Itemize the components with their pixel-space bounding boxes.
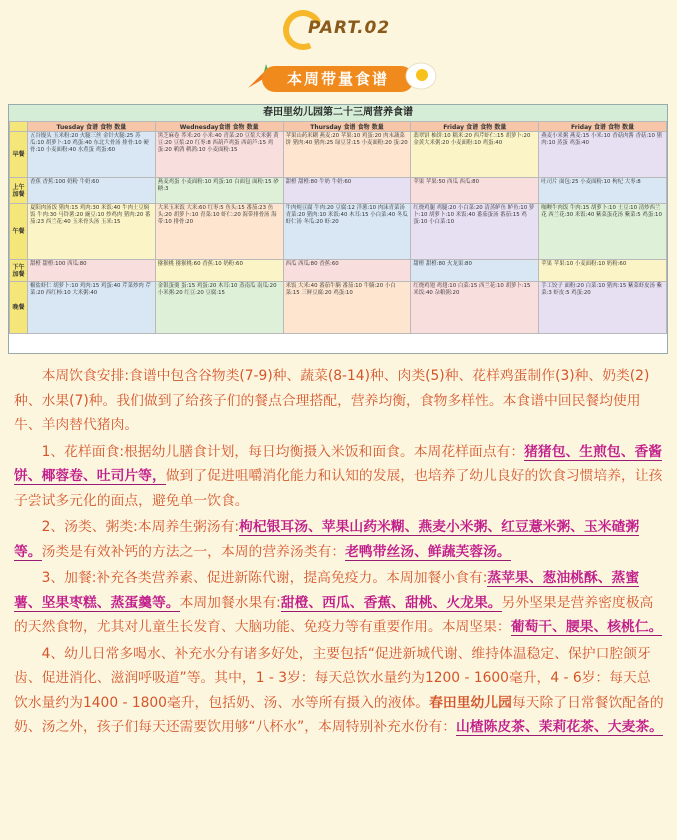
table-row bbox=[10, 204, 667, 260]
menu-cell: 手工饺子 面粉:20 白菜:10 猪肉:15 紫菜虾皮汤 紫菜:3 虾皮:5 鸡蛋:20 bbox=[539, 282, 667, 334]
menu-cell: 燕麦鸡蛋 小麦面粉:10 鸡蛋:10 白面包 面粉:15 砂糖:3 bbox=[155, 178, 283, 204]
fried-egg-icon bbox=[404, 58, 438, 92]
article-text: 本周加餐水果有: bbox=[179, 594, 281, 611]
weekly-menu-table bbox=[8, 104, 668, 354]
menu-article bbox=[14, 364, 664, 742]
article-text: 4、幼儿日常多喝水、补充水分有诸多好处，主要包括“促进新城代谢、维持体温稳定、保护口腔颌牙齿、促进消化、滋润呼吸道”等。其中，1 - 3岁：每天总饮水量约为1200 - 1600毫升，4 - 6岁：每天总饮水量约为1400 - 1800毫升，包括奶、汤、水等所有摄入的液体。 bbox=[14, 645, 651, 711]
highlight-porridge-list: 枸杞银耳汤、苹果山药米糊、燕麦小米粥、红豆薏米粥、玉米碴粥等。 bbox=[14, 519, 640, 560]
article-paragraph-soup bbox=[14, 515, 664, 564]
article-paragraph-snack bbox=[14, 566, 664, 640]
day-header: Friday 食谱 食物 数量 bbox=[539, 122, 667, 132]
menu-cell: 咖喱牛肉饭 牛肉:15 胡萝卜:10 土豆:10 清炒西兰花 西兰花:30 米饭:40 紫菜蛋花汤 紫菜:5 鸡蛋:10 bbox=[539, 204, 667, 260]
menu-cell: 吐司片 面包:25 小麦面粉:10 枸杞 大枣:8 bbox=[539, 178, 667, 204]
menu-cell: 大米玉米饭 大米:60 红枣:5 鱼头:15 番茄:23 鱼头:20 胡萝卜:10 青菜:10 虾仁:20 海带排骨汤 海带:10 排骨:20 bbox=[155, 204, 283, 260]
menu-cell: 燕麦小米粥 燕麦:15 小米:10 香菇肉酱 香菇:10 猪肉:10 蒸蛋 鸡蛋:40 bbox=[539, 132, 667, 178]
highlight-snack-list: 蒸苹果、葱油桃酥、蒸蜜薯、坚果枣糕、蒸蛋羹等。 bbox=[14, 570, 640, 611]
day-header: Thursday 食谱 食物 数量 bbox=[283, 122, 411, 132]
part-header bbox=[0, 0, 677, 60]
article-text: 1、花样面食:根据幼儿膳食计划，每日均衡摄入米饭和面食。本周花样面点有： bbox=[41, 443, 525, 460]
menu-cell: 苹果 苹果:50 西瓜 西瓜:80 bbox=[411, 178, 539, 204]
menu-cell: 香蕉 香蕉:100 奶粉 牛奶:60 bbox=[28, 178, 156, 204]
menu-cell: 苹果 苹果:10 小麦面粉:10 奶粉:60 bbox=[539, 260, 667, 282]
article-text: 做到了促进咀嚼消化能力和认知的发展，也培养了幼儿良好的饮食习惯培养，让孩子尝试多元化的面点，避免单一饮食。 bbox=[14, 468, 663, 509]
meal-label: 午餐 bbox=[10, 204, 28, 260]
table-row bbox=[10, 132, 667, 178]
menu-cell: 甜橙 甜橙:100 西瓜:80 bbox=[28, 260, 156, 282]
menu-cell: 黑芝麻卷 荞米:20 小米:40 青菜:20 豆浆大米粥 黄豆:20 豆浆:20 红枣:8 西葫芦鸡蛋 西葫芦:15 鸡蛋:20 鹌鹑 鹌鹑:10 小麦面粉:15 bbox=[155, 132, 283, 178]
section-title: 本周带量食谱 bbox=[262, 66, 414, 92]
menu-cell: 米饭 大米:40 番茄牛腩 番茄:10 牛腩:20 小白菜:15 三鲜豆腐:20 鸡蛋:10 bbox=[283, 282, 411, 334]
day-header: Wednesday食谱 食物 数量 bbox=[155, 122, 283, 132]
highlight-fruit-list: 甜橙、西瓜、香蕉、甜桃、火龙果。 bbox=[280, 594, 502, 611]
day-header: Friday 食谱 食物 数量 bbox=[411, 122, 539, 132]
menu-cell: 椒盐虾仁 胡萝卜:10 鸡肉:15 鸡蛋:40 芹菜炒肉 芹菜:20 西红柿:10 大米粥:40 bbox=[28, 282, 156, 334]
menu-cell: 红烧鸡翅 鸡翅:10 白菜:15 西兰花:10 胡萝卜:15 米饭:40 杂粮粥:20 bbox=[411, 282, 539, 334]
menu-cell: 金银蛋羹 蛋:15 鸡蛋:20 木耳:10 蒸南瓜 南瓜:20 小米粥:20 红豆:20 豆腐:15 bbox=[155, 282, 283, 334]
menu-corner bbox=[10, 122, 28, 132]
menu-cell: 甜橙 甜橙:80 牛奶 牛奶:60 bbox=[283, 178, 411, 204]
kindergarten-name: 春田里幼儿园 bbox=[429, 694, 512, 711]
highlight-nut-list: 葡萄干、腰果、核桃仁。 bbox=[510, 619, 663, 635]
menu-cell: 西瓜 西瓜:80 香蕉:60 bbox=[283, 260, 411, 282]
table-row bbox=[10, 178, 667, 204]
menu-cell: 翡翠饼 柚饼:10 糯米:20 西芹虾仁:15 胡萝卜:20 金黄大米粥:20 小麦面粉:10 鸡蛋:40 bbox=[411, 132, 539, 178]
article-text: 3、加餐:补充各类营养素、促进新陈代谢，提高免疫力。本周加餐小食有: bbox=[41, 570, 488, 586]
article-text: 每天除了日常餐饮配备的奶、汤之外，孩子们每天还需要饮用够“八杯水”，本周特别补充水份有： bbox=[14, 694, 664, 735]
meal-label: 下午加餐 bbox=[10, 260, 28, 282]
article-text: 2、汤类、粥类:本周养生粥汤有: bbox=[41, 519, 240, 535]
part-label: PART.02 bbox=[308, 18, 391, 38]
menu-grid bbox=[9, 121, 667, 334]
meal-label: 上午加餐 bbox=[10, 178, 28, 204]
menu-cell: 牛肉炖豆腐 牛肉:20 豆腐:12 洋葱:10 肉沫青菜汤 青菜:20 猪肉:10 米饭:40 木耳:15 小白菜:40 冬瓜虾仁汤 冬瓜:20 虾:20 bbox=[283, 204, 411, 260]
menu-cell: 红烧鸡腿 鸡腿:20 小白菜:20 清蒸鲈鱼 鲈鱼:10 萝卜:10 胡萝卜:10 米饭:40 番茄蛋汤 番茄:15 鸡蛋:10 小白菜:10 bbox=[411, 204, 539, 260]
highlight-drink-list: 山楂陈皮茶、茉莉花茶、大麦茶。 bbox=[456, 719, 663, 735]
menu-header-row bbox=[10, 122, 667, 132]
article-paragraph-water bbox=[14, 642, 664, 740]
article-text: 汤类是有效补钙的方法之一，本周的营养汤类有： bbox=[41, 543, 346, 560]
day-header: Tuesday 食谱 食物 数量 bbox=[28, 122, 156, 132]
menu-title: 春田里幼儿园第二十三周营养食谱 bbox=[9, 105, 667, 121]
article-text: 本周饮食安排:食谱中包含谷物类(7-9)种、蔬菜(8-14)种、肉类(5)种、花样鸡蛋制作(3)种、奶类(2)种、水果(7)种。我们做到了给孩子们的餐点合理搭配，营养均衡，食物多样性。本食谱中回民餐均使用牛、羊肉替代猪肉。 bbox=[14, 368, 650, 433]
meal-label: 晚餐 bbox=[10, 282, 28, 334]
article-paragraph-pastry bbox=[14, 440, 664, 514]
table-row bbox=[10, 282, 667, 334]
menu-cell: 苹果山药米糊 燕麦:20 苹果:10 鸡蛋:20 肉末蔬菜饼 猪肉:40 猪肉:25 绿豆芽:15 小麦面粉:20 蛋:20 bbox=[283, 132, 411, 178]
menu-cell: 甜橙 甜橙:80 火龙果:80 bbox=[411, 260, 539, 282]
menu-cell: 猕猴桃 猕猴桃:60 香蕉:10 奶粉:60 bbox=[155, 260, 283, 282]
highlight-soup-list: 老鸭带丝汤、鲜蔬芙蓉汤。 bbox=[345, 543, 511, 560]
meal-label: 早餐 bbox=[10, 132, 28, 178]
menu-cell: 五谷馒头 玉米粉:20 火腿三丝 金针火腿:25 苏瓜:10 胡萝卜:10 鸡蛋:40 东北大骨汤 排骨:10 硬骨:10 小麦面粉:40 水煮蛋 鸡蛋:60 bbox=[28, 132, 156, 178]
table-row bbox=[10, 260, 667, 282]
highlight-pastry-list: 猪猪包、生煎包、香酱饼、椰蓉卷、吐司片等， bbox=[14, 443, 663, 484]
menu-cell: 夏阳肉汤饭 猪肉:15 鸡肉:30 米饭:40 牛肉土豆焖饭 牛肉:30 马铃薯:20 豌豆:10 炒鸡肉 猪肉:20 番茄:23 西兰花:40 玉米骨头汤 玉米:15 bbox=[28, 204, 156, 260]
article-text: 另外坚果是营养密度极高的天然食物，尤其对儿童生长发育、大脑功能、免疫力等有重要作用。本周坚果： bbox=[14, 594, 654, 635]
article-paragraph-intro bbox=[14, 364, 664, 438]
